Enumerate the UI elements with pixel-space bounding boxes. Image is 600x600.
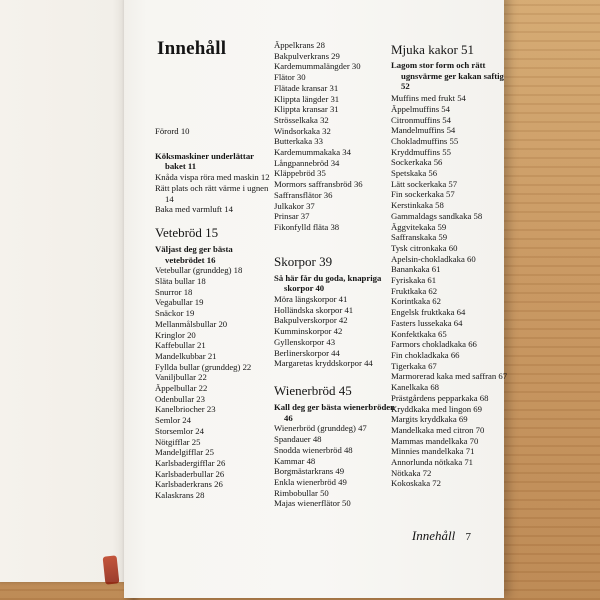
footer-label: Innehåll xyxy=(411,528,456,543)
toc-entry: Karlsbaderkrans 26 xyxy=(155,479,223,490)
left-page xyxy=(0,0,138,582)
toc-entry: Mandelmuffins 54 xyxy=(391,125,456,136)
toc-entry: Kläppebröd 35 xyxy=(274,168,326,179)
toc-entry: Prinsar 37 xyxy=(274,211,310,222)
toc-entry: Vetebullar (grunddeg) 18 xyxy=(155,265,243,276)
toc-entry: Windsorkaka 32 xyxy=(274,125,331,136)
toc-entry: Kryddmuffins 55 xyxy=(391,146,451,157)
toc-entry: Fasters lussekaka 64 xyxy=(391,317,463,328)
toc-section-vetebrod-intro: Väljast deg ger bästa vetebrödet 16 xyxy=(155,243,233,265)
toc-entry: Fyllda bullar (grunddeg) 22 xyxy=(155,361,252,372)
toc-entry: Tysk citronkaka 60 xyxy=(391,242,458,253)
chapter-wienerbrod: Wienerbröd 45 xyxy=(274,382,352,398)
toc-entry: Muffins med frukt 54 xyxy=(391,93,466,104)
toc-entry: Kardemummalängder 30 xyxy=(274,61,361,72)
toc-entry: Nötkaka 72 xyxy=(391,467,432,478)
page-title: Innehåll xyxy=(157,38,227,59)
toc-entry: Chokladmuffins 55 xyxy=(391,135,459,146)
toc-entry: Baka med varmluft 14 xyxy=(155,204,233,215)
toc-entry: Gyllenskorpor 43 xyxy=(274,336,336,347)
toc-section-wienerbrod-intro: Kall deg ger bästa wienerbröden 46 xyxy=(274,401,395,423)
toc-middle-column xyxy=(274,40,397,509)
toc-entry: Konfektkaka 65 xyxy=(391,328,447,339)
toc-entry: Kammar 48 xyxy=(274,455,316,466)
toc-entry: Fin chokladkaka 66 xyxy=(391,349,460,360)
page-number: 7 xyxy=(465,531,471,543)
toc-entry: Fin sockerkaka 57 xyxy=(391,189,455,200)
toc-entry: Vaniljbullar 22 xyxy=(155,372,207,383)
toc-entry: Snodda wienerbröd 48 xyxy=(274,444,353,455)
toc-entry: Bakpulverkrans 29 xyxy=(274,50,340,61)
toc-entry: Kokoskaka 72 xyxy=(391,478,441,489)
chapter-mjuka-kakor: Mjuka kakor 51 xyxy=(391,42,475,57)
toc-entry: Majas wienerflätor 50 xyxy=(274,498,351,509)
toc-entry: Banankaka 61 xyxy=(391,264,441,275)
toc-right-column xyxy=(391,39,512,489)
toc-entry: Annorlunda nötkaka 71 xyxy=(391,457,474,468)
toc-left-column xyxy=(155,42,270,501)
toc-entry: Butterkaka 33 xyxy=(274,136,323,147)
toc-entry: Nötgifflar 25 xyxy=(155,436,201,447)
toc-entry: Engelsk fruktkaka 64 xyxy=(391,307,466,318)
toc-entry: Sockerkaka 56 xyxy=(391,157,443,168)
toc-entry: Kalaskrans 28 xyxy=(155,490,205,501)
toc-entry: Fyriskaka 61 xyxy=(391,275,437,286)
toc-entry: Möra längskorpor 41 xyxy=(274,294,348,305)
toc-entry: Kanelbriocher 23 xyxy=(155,404,216,415)
toc-entry: Kryddkaka med lingon 69 xyxy=(391,403,482,414)
toc-entry: Långpannebröd 34 xyxy=(274,157,340,168)
toc-entry: Flätor 30 xyxy=(274,72,306,83)
toc-entry: Mellanmålsbullar 20 xyxy=(155,318,228,329)
toc-entry: Margaretas kryddskorpor 44 xyxy=(274,358,373,369)
toc-entry: Borgmästarkrans 49 xyxy=(274,466,345,477)
toc-entry: Spetskaka 56 xyxy=(391,168,438,179)
toc-entry: Wienerbröd (grunddeg) 47 xyxy=(274,423,367,434)
toc-entry: Mandelkaka med citron 70 xyxy=(391,424,485,435)
toc-entry: Farmors chokladkaka 66 xyxy=(391,339,477,350)
toc-entry: Äggvitekaka 59 xyxy=(391,221,447,232)
red-book-edge xyxy=(103,555,120,584)
toc-entry: Mandelkubbar 21 xyxy=(155,350,217,361)
chapter-skorpor: Skorpor 39 xyxy=(274,253,333,269)
toc-entry: Prästgårdens pepparkaka 68 xyxy=(391,392,489,403)
toc-entry-forord: Förord 10 xyxy=(155,126,190,136)
toc-entry: Enkla wienerbröd 49 xyxy=(274,476,347,487)
toc-entry: Semlor 24 xyxy=(155,415,191,426)
toc-entry: Äppelkrans 28 xyxy=(274,40,325,50)
toc-entry: Fikonfylld fläta 38 xyxy=(274,221,340,232)
toc-entry: Kardemummakaka 34 xyxy=(274,147,351,158)
toc-section-koksmaskiner: Köksmaskiner underlättar baket 11 xyxy=(155,150,254,172)
toc-entry: Kanelkaka 68 xyxy=(391,382,440,393)
toc-entry: Saffransflätor 36 xyxy=(274,189,333,200)
toc-entry: Minnies mandelkaka 71 xyxy=(391,446,475,457)
toc-entry: Äppelbullar 22 xyxy=(155,383,208,394)
toc-entry: Gammaldags sandkaka 58 xyxy=(391,210,483,221)
toc-entry: Mandelgifflar 25 xyxy=(155,447,214,458)
toc-entry: Kerstinkaka 58 xyxy=(391,200,444,211)
table-of-contents-page xyxy=(124,0,508,598)
toc-entry: Äppelmuffins 54 xyxy=(391,103,450,114)
toc-entry: Spandauer 48 xyxy=(274,434,322,445)
toc-entry: Storsemlor 24 xyxy=(155,425,204,436)
toc-entry: Karlsbadergifflar 26 xyxy=(155,457,226,468)
toc-entry: Rätt plats och rätt värme i ugnen 14 xyxy=(155,182,269,204)
toc-entry: Knåda vispa röra med maskin 12 xyxy=(155,172,270,183)
toc-entry: Kumminskorpor 42 xyxy=(274,326,343,337)
toc-entry: Strösselkaka 32 xyxy=(274,114,329,125)
chapter-vetebrod: Vetebröd 15 xyxy=(155,224,219,240)
toc-entry: Mammas mandelkaka 70 xyxy=(391,435,479,446)
toc-entry: Lätt sockerkaka 57 xyxy=(391,178,458,189)
toc-entry: Snurror 18 xyxy=(155,286,193,297)
toc-entry: Kringlor 20 xyxy=(155,329,196,340)
toc-entry: Kaffebullar 21 xyxy=(155,340,206,351)
toc-entry: Bakpulverskorpor 42 xyxy=(274,315,348,326)
toc-entry: Korintkaka 62 xyxy=(391,296,441,307)
toc-section-skorpor-intro: Så här får du goda, knapriga skorpor 40 xyxy=(274,272,382,294)
toc-entry: Flätade kransar 31 xyxy=(274,82,339,93)
toc-entry: Karlsbaderbullar 26 xyxy=(155,468,225,479)
toc-entry: Vegabullar 19 xyxy=(155,297,204,308)
toc-entry: Klippta längder 31 xyxy=(274,93,340,104)
toc-entry: Berlinerskorpor 44 xyxy=(274,347,340,358)
toc-entry: Saffranskaka 59 xyxy=(391,232,448,243)
toc-entry: Holländska skorpor 41 xyxy=(274,304,354,315)
toc-entry: Apelsin-chokladkaka 60 xyxy=(391,253,476,264)
page-footer xyxy=(412,528,471,544)
toc-entry: Snäckor 19 xyxy=(155,308,195,319)
toc-entry: Mormors saffransbröd 36 xyxy=(274,179,363,190)
toc-entry: Fruktkaka 62 xyxy=(391,285,438,296)
toc-entry: Julkakor 37 xyxy=(274,200,315,211)
toc-entry: Citronmuffins 54 xyxy=(391,114,451,125)
toc-entry: Rimbobullar 50 xyxy=(274,487,329,498)
toc-entry: Klippta kransar 31 xyxy=(274,104,339,115)
toc-section-mjuka-intro: Lagom stor form och rätt ugnsvärme ger kakan saftig 52 xyxy=(391,60,504,92)
toc-entry: Margits kryddkaka 69 xyxy=(391,414,468,425)
toc-entry: Odenbullar 23 xyxy=(155,393,205,404)
toc-entry: Marmorerad kaka med saffran 67 xyxy=(391,371,508,382)
toc-entry: Släta bullar 18 xyxy=(155,276,206,287)
toc-entry: Tigerkaka 67 xyxy=(391,360,437,371)
